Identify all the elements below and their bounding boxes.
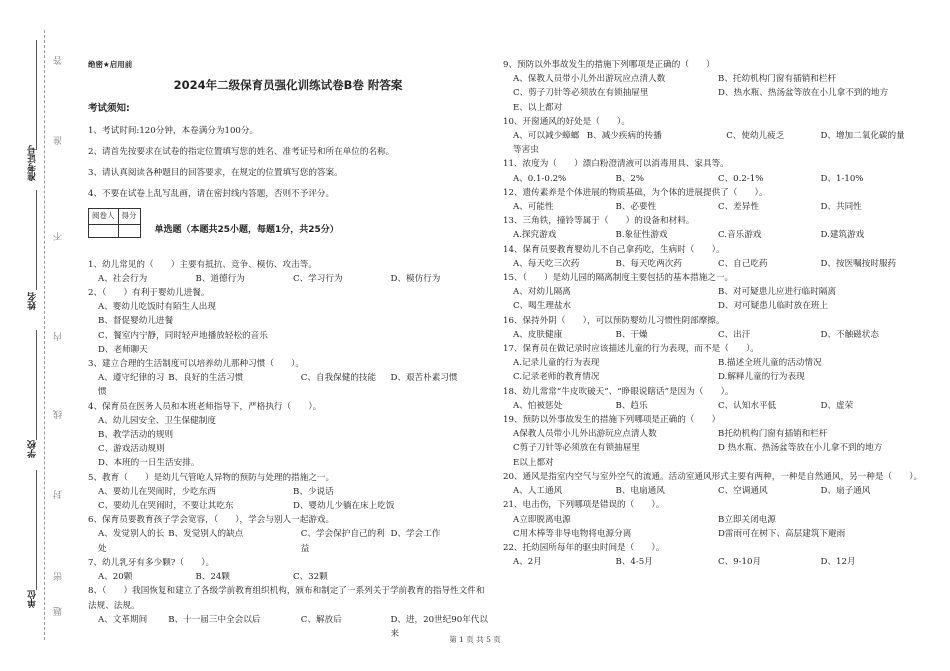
option-list bbox=[503, 72, 923, 115]
answer-option[interactable]: D、不触磁状态 bbox=[820, 329, 879, 340]
grader-cell[interactable] bbox=[89, 224, 119, 237]
seal-mark: 答 bbox=[54, 56, 64, 65]
question bbox=[503, 271, 923, 314]
option-list bbox=[503, 129, 923, 157]
answer-option[interactable]: E以上都对 bbox=[513, 457, 554, 468]
answer-option[interactable]: C、使幼儿疲乏 bbox=[726, 131, 785, 142]
notice-item: 4、不要在试卷上乱写乱画，请在密封线内答题，否则不予评分。 bbox=[88, 189, 335, 200]
option-list bbox=[503, 356, 923, 384]
question-stem: 10、开窗通风的好处是（ ）。 bbox=[503, 116, 630, 127]
answer-option[interactable]: D、1-10% bbox=[820, 173, 864, 184]
notice-heading: 考试须知: bbox=[88, 103, 130, 115]
school-label: 学校 bbox=[28, 440, 38, 458]
answer-option[interactable]: B、发觉别人的缺点 bbox=[168, 529, 244, 540]
answer-option[interactable]: D、学会工作 bbox=[390, 529, 441, 540]
answer-option[interactable]: A、对幼儿隔离 bbox=[513, 287, 571, 298]
question-stem: 13、三角铁，撞铃等属于（ ）的设备和材料。 bbox=[503, 216, 695, 227]
answer-option[interactable]: D、共同性 bbox=[820, 202, 862, 213]
answer-option[interactable]: C剪子刀针等必须放在有锁抽屉里 bbox=[513, 443, 640, 454]
answer-option[interactable]: A、保教人员带小儿外出游玩应点清人数 bbox=[513, 74, 666, 85]
question bbox=[503, 157, 923, 185]
question bbox=[88, 556, 488, 584]
left-column bbox=[88, 58, 488, 641]
answer-option[interactable]: A、20颗 bbox=[98, 572, 133, 583]
answer-option[interactable]: C、学会保护自己的利益 bbox=[300, 529, 385, 554]
fill-line bbox=[36, 470, 37, 590]
seal-mark: 内 bbox=[54, 332, 64, 341]
question-stem: 8、（ ）我国恢复和建立了各级学前教育组织机构，颁布和制定了一系列关于学前教育的指导性文件和法规、法规。 bbox=[88, 586, 485, 611]
question-list-right bbox=[503, 58, 923, 569]
option-list bbox=[503, 257, 923, 271]
answer-option[interactable]: A保教人员带小儿外出游玩应点清人数 bbox=[513, 429, 657, 440]
answer-option[interactable]: A、人工通风 bbox=[513, 486, 563, 497]
seal-mark: 封 bbox=[54, 490, 64, 499]
answer-option[interactable]: C.音乐游戏 bbox=[718, 230, 762, 241]
answer-option[interactable]: D、老师聊天 bbox=[98, 344, 148, 355]
answer-option[interactable]: D、模仿行为 bbox=[390, 273, 441, 284]
answer-option[interactable]: C.记录老师的教育情况 bbox=[513, 372, 600, 383]
question bbox=[503, 186, 923, 214]
question-stem: 17、保育员在做记录时应该描述儿童的行为表现，而不是（ ）。 bbox=[503, 344, 759, 355]
option-list bbox=[88, 485, 488, 513]
question-stem: 20、通风是指室内空气与室外空气的流通。活动室通风形式主要有两种，一种是自然通风，另一种是（ ）。 bbox=[503, 471, 923, 482]
fill-line bbox=[36, 330, 37, 440]
question bbox=[88, 258, 488, 286]
question-stem: 16、保持外阴（ ），可以预防婴幼儿习惯性阴部摩擦。 bbox=[503, 315, 725, 326]
answer-option[interactable]: C、学习行为 bbox=[293, 273, 343, 284]
option-list bbox=[503, 328, 923, 342]
option-list bbox=[503, 555, 923, 569]
answer-option[interactable]: C、餐室内宁静，同时轻声地播放轻松的音乐 bbox=[98, 330, 268, 341]
section-title: 单选题（本题共25小题，每题1分，共25分） bbox=[154, 224, 339, 235]
answer-option[interactable]: B、良好的生活习惯 bbox=[168, 373, 244, 384]
answer-option[interactable]: C、出汗 bbox=[718, 329, 751, 340]
answer-option[interactable]: D、对可疑患儿临时放在班上 bbox=[718, 301, 829, 312]
question bbox=[88, 584, 488, 641]
question-stem: 3、建立合理的生活制度可以培养幼儿那种习惯（ ）。 bbox=[88, 359, 305, 370]
answer-option[interactable]: C、认知水平低 bbox=[718, 400, 777, 411]
answer-option[interactable]: D、12月 bbox=[820, 557, 856, 568]
answer-option[interactable]: C、喝生理盐水 bbox=[513, 301, 572, 312]
answer-option[interactable]: C、空调通风 bbox=[718, 486, 768, 497]
question bbox=[503, 58, 923, 115]
question-stem: 9、预防以外事故发生的措施下列哪项是正确的（ ） bbox=[503, 60, 715, 70]
page-number: 第 1 页 共 5 页 bbox=[449, 635, 501, 644]
answer-option[interactable]: B、减少疾病的传播 bbox=[586, 131, 662, 142]
answer-option[interactable]: A、要幼儿在哭闹时，少吃东西 bbox=[98, 486, 216, 497]
notice-item: 1、考试时间:120分钟，本卷满分为100分。 bbox=[88, 125, 259, 136]
answer-option[interactable]: E、以上都对 bbox=[513, 102, 563, 113]
answer-option[interactable]: A、皮肤健康 bbox=[513, 329, 563, 340]
answer-option[interactable]: B、少说话 bbox=[293, 486, 334, 497]
answer-option[interactable]: B、教学活动的规则 bbox=[98, 430, 174, 441]
question bbox=[88, 400, 488, 471]
answer-option[interactable]: B、每天吃两次药 bbox=[615, 258, 682, 269]
answer-option[interactable]: C、9-10月 bbox=[718, 557, 762, 568]
seal-mark: 密 bbox=[54, 572, 64, 581]
option-list bbox=[503, 285, 923, 313]
answer-option[interactable]: D、本班的一日生活安排。 bbox=[98, 458, 200, 469]
option-list bbox=[503, 228, 923, 242]
question-stem: 22、托幼园所每年的驱虫时间是（ ）。 bbox=[503, 542, 665, 553]
question-stem: 21、电击伤，下列哪项是错误的（ ）。 bbox=[503, 500, 665, 511]
option-list bbox=[88, 371, 488, 399]
question bbox=[503, 413, 923, 470]
answer-option[interactable]: B.描述全班儿童的活动情况 bbox=[718, 358, 822, 369]
answer-option[interactable]: A、怕被惩处 bbox=[513, 400, 563, 411]
question-stem: 14、保育员要教育婴幼儿不自己拿药吃，生病时（ ）。 bbox=[503, 244, 725, 255]
unit-label: 单位 bbox=[28, 590, 38, 608]
name-label: 姓名 bbox=[28, 292, 38, 310]
answer-option[interactable]: D、虚荣 bbox=[820, 400, 854, 411]
question bbox=[88, 471, 488, 514]
seal-mark: 线 bbox=[54, 410, 64, 419]
question bbox=[503, 342, 923, 385]
answer-option[interactable]: C、要幼儿在哭闹时，不要让其吃东 bbox=[98, 501, 234, 512]
answer-option[interactable]: C、剪子刀针等必须放在有锁抽屉里 bbox=[513, 88, 649, 99]
binding-sidebar bbox=[22, 30, 62, 640]
dashed-seal-line bbox=[44, 30, 45, 640]
answer-option[interactable]: A.记录儿童的行为表现 bbox=[513, 358, 600, 369]
answer-option[interactable]: D、增加二氧化碳的量 bbox=[820, 131, 905, 142]
answer-option[interactable]: D、按医嘱按时服药 bbox=[820, 258, 897, 269]
option-list bbox=[503, 172, 923, 186]
question bbox=[88, 357, 488, 400]
answer-option[interactable]: C、游戏活动规则 bbox=[98, 444, 165, 455]
answer-option[interactable]: B、必要性 bbox=[615, 202, 657, 213]
answer-option[interactable]: B、十一届三中全会以后 bbox=[168, 614, 261, 625]
question bbox=[503, 498, 923, 541]
question-stem: 5、教育（ ）是幼儿气管呛人异物的预防与处理的措施之一。 bbox=[88, 472, 335, 483]
answer-option[interactable]: B托幼机构门窗有插销和栏杆 bbox=[718, 429, 828, 440]
fill-line bbox=[36, 40, 37, 150]
answer-option[interactable]: B、电扇通风 bbox=[615, 486, 665, 497]
fill-line bbox=[36, 190, 37, 290]
answer-option[interactable]: C、解放后 bbox=[300, 614, 342, 625]
question bbox=[503, 470, 923, 498]
option-list bbox=[88, 300, 488, 357]
answer-option[interactable]: A、发觉别人的长处 bbox=[98, 529, 165, 554]
option-list bbox=[503, 427, 923, 470]
right-column bbox=[503, 58, 923, 569]
answer-option[interactable]: A、社会行为 bbox=[98, 273, 148, 284]
question-stem: 15、（ ）是幼儿园的隔离制度主要包括的基本措施之一。 bbox=[503, 273, 734, 284]
question-stem: 12、遗传素养是个体进展的物质基础，为个体的进展提供了（ ）。 bbox=[503, 187, 768, 198]
exam-title: 2024年二级保育员强化训练试卷B卷 附答案 bbox=[173, 78, 403, 93]
seal-mark: 准 bbox=[54, 136, 64, 145]
question bbox=[88, 513, 488, 556]
question-stem: 4、保育员在医务人员和本班老师指导下，严格执行（ ）。 bbox=[88, 401, 322, 412]
score-table bbox=[88, 208, 141, 237]
candidate-id-label: 准考证号 bbox=[28, 145, 38, 181]
question-list-left bbox=[88, 258, 488, 641]
answer-option[interactable]: D、扇子通风 bbox=[820, 486, 871, 497]
question-stem: 7、幼儿乳牙有多少颗?（ ）。 bbox=[88, 557, 215, 568]
answer-option[interactable]: B、2% bbox=[615, 173, 645, 184]
score-row bbox=[88, 208, 488, 237]
answer-option[interactable]: B、24颗 bbox=[195, 572, 230, 583]
answer-option[interactable]: B、托幼机构门窗有插销和栏杆 bbox=[718, 74, 837, 85]
answer-option[interactable]: D 热水瓶、热汤盆等放在小儿拿不到的地方 bbox=[718, 443, 883, 454]
score-cell[interactable] bbox=[118, 224, 140, 237]
question-stem: 1、幼儿常见的（ ）主要有抵抗、竞争、模仿、攻击等。 bbox=[88, 259, 317, 270]
answer-option[interactable]: A、2月 bbox=[513, 557, 542, 568]
option-list bbox=[88, 527, 488, 555]
answer-option[interactable]: A、每天吃三次药 bbox=[513, 258, 580, 269]
answer-option[interactable]: B、趋乐 bbox=[615, 400, 648, 411]
answer-option[interactable]: C、自己吃药 bbox=[718, 258, 768, 269]
answer-option[interactable]: C、32颗 bbox=[293, 572, 328, 583]
answer-option[interactable]: A、文革期间 bbox=[98, 614, 148, 625]
question bbox=[503, 243, 923, 271]
question bbox=[503, 314, 923, 342]
answer-option[interactable]: D、进，20世纪90年代以来 bbox=[390, 614, 488, 639]
option-list bbox=[88, 570, 488, 584]
answer-option[interactable]: D、婴幼儿少躺在床上吃饭 bbox=[293, 501, 395, 512]
score-header: 得分 bbox=[118, 209, 140, 224]
option-list bbox=[503, 484, 923, 498]
answer-option[interactable]: B、道德行为 bbox=[195, 273, 245, 284]
question bbox=[503, 541, 923, 569]
answer-option[interactable]: A、婴幼儿吃饭时有陌生人出现 bbox=[98, 302, 216, 313]
question bbox=[88, 286, 488, 357]
option-list bbox=[88, 414, 488, 471]
answer-option[interactable]: D.建筑游戏 bbox=[820, 230, 865, 241]
answer-option[interactable]: D雷雨可在树下、高层建筑下避雨 bbox=[718, 528, 846, 539]
question-stem: 6、保育员要教育孩子学会宽容，（ ），学会与别人一起游戏。 bbox=[88, 515, 335, 526]
question-stem: 11、浓度为（ ）漂白粉澄清液可以消毒用具、家具等。 bbox=[503, 159, 729, 170]
answer-option[interactable]: A.探究游戏 bbox=[513, 230, 557, 241]
answer-option[interactable]: A、可以减少蟑螂等害虫 bbox=[513, 131, 580, 156]
question-stem: 19、预防以外事故发生的措施下列哪项是正确的（ ） bbox=[503, 415, 721, 426]
answer-option[interactable]: A立即脱离电源 bbox=[513, 514, 571, 525]
question bbox=[503, 214, 923, 242]
answer-option[interactable] bbox=[391, 570, 489, 584]
answer-option[interactable]: D.解释儿童的行为表现 bbox=[718, 372, 805, 383]
answer-option[interactable]: C、差异性 bbox=[718, 202, 759, 213]
answer-option[interactable]: B、对可疑患儿应进行临时隔离 bbox=[718, 287, 837, 298]
answer-option[interactable]: B、4-5月 bbox=[615, 557, 653, 568]
option-list bbox=[503, 399, 923, 413]
question bbox=[503, 385, 923, 413]
question bbox=[503, 115, 923, 158]
question-stem: 18、幼儿常常“牛皮吹破天”、“睁眼说瞎话”是因为（ ）。 bbox=[503, 386, 734, 397]
option-list bbox=[88, 272, 488, 286]
answer-option[interactable]: C、自我保健的技能 bbox=[300, 373, 377, 384]
notice-item: 2、请首先按要求在试卷的指定位置填写您的姓名、准考证号和所在单位的名称。 bbox=[88, 146, 395, 157]
answer-option[interactable]: D、艰苦朴素习惯 bbox=[390, 373, 458, 384]
answer-option[interactable]: D、热水瓶、热汤盆等放在小儿拿不到的地方 bbox=[718, 88, 889, 99]
confidential-mark: 绝密★启用前 bbox=[88, 60, 133, 69]
answer-option[interactable]: B、干燥 bbox=[615, 329, 648, 340]
answer-option[interactable]: A、0.1-0.2% bbox=[513, 173, 567, 184]
answer-option[interactable]: B.象征性游戏 bbox=[615, 230, 668, 241]
answer-option[interactable]: C用木棒等非导电物将电源分离 bbox=[513, 528, 632, 539]
option-list bbox=[503, 513, 923, 541]
notice-item: 3、请认真阅读各种题目的回答要求，在规定的位置填写您的答案。 bbox=[88, 168, 343, 179]
answer-option[interactable]: A、遵守纪律的习惯 bbox=[98, 373, 165, 398]
option-list bbox=[503, 200, 923, 214]
answer-option[interactable]: A、幼儿园安全、卫生保健制度 bbox=[98, 415, 216, 426]
grader-header: 阅卷人 bbox=[89, 209, 119, 224]
answer-option[interactable]: A、可能性 bbox=[513, 202, 554, 213]
answer-option[interactable]: C、0.2-1% bbox=[718, 173, 764, 184]
answer-option[interactable]: B立即关闭电源 bbox=[718, 514, 776, 525]
seal-mark: 不 bbox=[54, 232, 64, 241]
seal-mark: 题 bbox=[54, 607, 64, 616]
answer-option[interactable]: B、督促婴幼儿进餐 bbox=[98, 316, 174, 327]
question-stem: 2、（ ）有利于婴幼儿进餐。 bbox=[88, 288, 210, 299]
